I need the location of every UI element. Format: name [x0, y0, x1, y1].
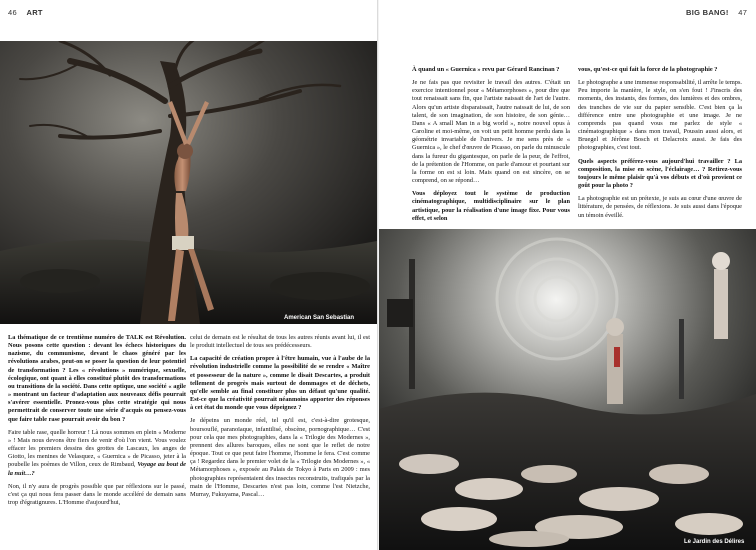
caption-right-photo: Le Jardin des Délires [684, 539, 745, 545]
left-column-2 [190, 334, 370, 504]
right-section-label: BIG BANG! [686, 8, 729, 17]
answer-guernica: Je ne fais pas que revisiter le travail des autres. C'était un exercice intentionnel pour « Métamorphoses », pour dire que tout renaissait sans fin, que l'artiste naissait de l'art de l'autre. Alors qu'un artiste disparaissait, l'autre naissait de lui, de son talent, de son imagination, de son histoire, de son génie… Dans « A small Man in a big world », notre nouvel opus à Caroline et moi-même, on voit un petit homme perdu dans la géométrie invariable de l'univers. Je me sens près de « Guernica », le chef d'œuvre de Picasso, on parle du minuscule dans la fureur du gigantesque, on parle de la peur, de l'effroi, de la prétention de l'Homme, on parle d'amour et pourtant sur la forme on est si loin. Mais quand on est sincère, on se comprend, on se répond… [412, 79, 570, 185]
answer-photography-force: Le photographe a une immense responsabilité, il arrête le temps. Peu importe la manière, le style, on s'en fout ! J'inscris des moments, des instants, des formes, des lumières et des ombres, des tranches de vie sur du papier sensible. C'est bien ça la différence entre une photographie et une image. Je ne comprends pas quand vous me parlez de style « cinématographique » dans mon travail, Poussin aussi alors, et Bruegel et Jérôme Bosch et Delacroix aussi. Je fais des photographies, c'est tout. [578, 79, 742, 152]
answer-paragraph [8, 429, 186, 478]
answer-preferences: La photographie est un prétexte, je suis au cœur d'une œuvre de littérature, de pensées, de réflexions. Je suis aussi dans l'époque un témoin éveillé. [578, 195, 742, 219]
left-page-header [8, 8, 43, 17]
question-guernica: À quand un « Guernica » revu par Gérard Rancinan ? [412, 66, 560, 73]
answer-real-world: Je dépeins un monde réel, tel qu'il est, c'est-à-dire grotesque, boursouflé, paranoïaque, infantilisé, obscène, pornographique… C'est pour cela que mes photographies, dans la « Trilogie des Modernes », prennent des allures baroques, elles ne sont que le reflet de notre époque. Tout ce que peut faire l'homme, l'homme le fera. C'est comme ça ! Regardez dans le premier volet de la « Trilogie des Modernes », « Métamorphoses », exposée au Palais de Tokyo à Paris en 2009 : mes photographies représentaient des insectes reconstruits, trafiqués par la main de l'Homme, Descartes n'est pas loin, comme l'est Nietzche, Murray, Fukuyama, Pascal… [190, 417, 370, 498]
left-column-1 [8, 334, 186, 512]
question-preferences: Quels aspects préférez-vous aujourd'hui travailler ? La composition, la mise en scène, l'éclairage… ? Retirez-vous toujours le même plaisir qu'à vos débuts et d'où provient ce goût pour la photo ? [578, 157, 742, 190]
question-photography-force: vous, qu'est-ce qui fait la force de la photographie ? [578, 66, 718, 73]
answer-italic-title: Voyage au bout de la nuit…? [8, 461, 186, 477]
intro-question: La thématique de ce trentième numéro de TALK est Révolution. Nous posons cette question : devant les échecs historiques du nazisme, du communisme, devant le chaos généré par les révolutions arabes, peut-on se poser la question de leur potentiel de transformation ? Les « révolutions » numérique, sexuelle, écologique, ont quant à elles constitué plutôt des transformations ou transitions de la société. Dans cette optique, une société « agile » montrant un facteur d'adaptation aux nouveaux défis pourrait s'avérer essentielle. Pronez-vous plus cette stratégie qui nous permettrait de conserver toute une série d'acquis ou pensez-vous que faire table rase pourrait avoir du bon ? [8, 334, 186, 423]
right-page-header [686, 8, 747, 17]
photo-le-jardin-des-delires [379, 229, 756, 550]
right-column-1 [412, 66, 570, 228]
question-creativity: La capacité de création propre à l'être humain, vue à l'aube de la révolution industrielle comme la possibilité de se rendre « Maître et possesseur de la nature », comme le disait Descartes, a produit tellement de progrès mais surtout de dommages et de déchets, qu'elle semble au final constituer plus un défaut qu'une qualité. Est-ce que la créativité pourrait néanmoins apporter des réponses à cet état du monde que vous dépeignez ? [190, 355, 370, 412]
caption-left-photo: American San Sebastian [284, 315, 355, 321]
left-section-label: ART [26, 8, 43, 17]
question-production: Vous déployez tout le système de production cinématographique, multidisciplinaire sur le plan artistique, pour la réalisation d'une image fixe. Pour vous effet, et selon [412, 190, 570, 222]
answer-text: Faire table rase, quelle horreur ! Là nous sommes en plein « Moderne » ! Mais nous devons être fiers de venir d'où l'on vient. Vous voulez effacer les premiers dessins des grottes de Lascaux, les anges de Giotto, les menines de Velasquez, « Guernica » de Picasso, jeter à la poubelle les poèmes de Villon, ceux de Rimbaud, [8, 428, 186, 469]
answer-continued: celui de demain est le résultat de tous les autres réunis avant lui, il est le produit intellectuel de tous ses prédécesseurs. [190, 334, 370, 350]
photo-american-san-sebastian [0, 41, 377, 324]
answer-paragraph-2: Non, il n'y aura de progrès possible que par réflexions sur le passé, c'est ça qui nous fera passer dans le monde accéléré de demain sans trop d'égratignures. L'Homme d'aujourd'hui, [8, 482, 186, 506]
left-folio: 46 [8, 8, 17, 17]
right-column-2 [578, 66, 742, 225]
right-folio: 47 [738, 8, 748, 17]
photo-garden-scene [379, 229, 756, 550]
photo-tree-scene [0, 41, 377, 324]
